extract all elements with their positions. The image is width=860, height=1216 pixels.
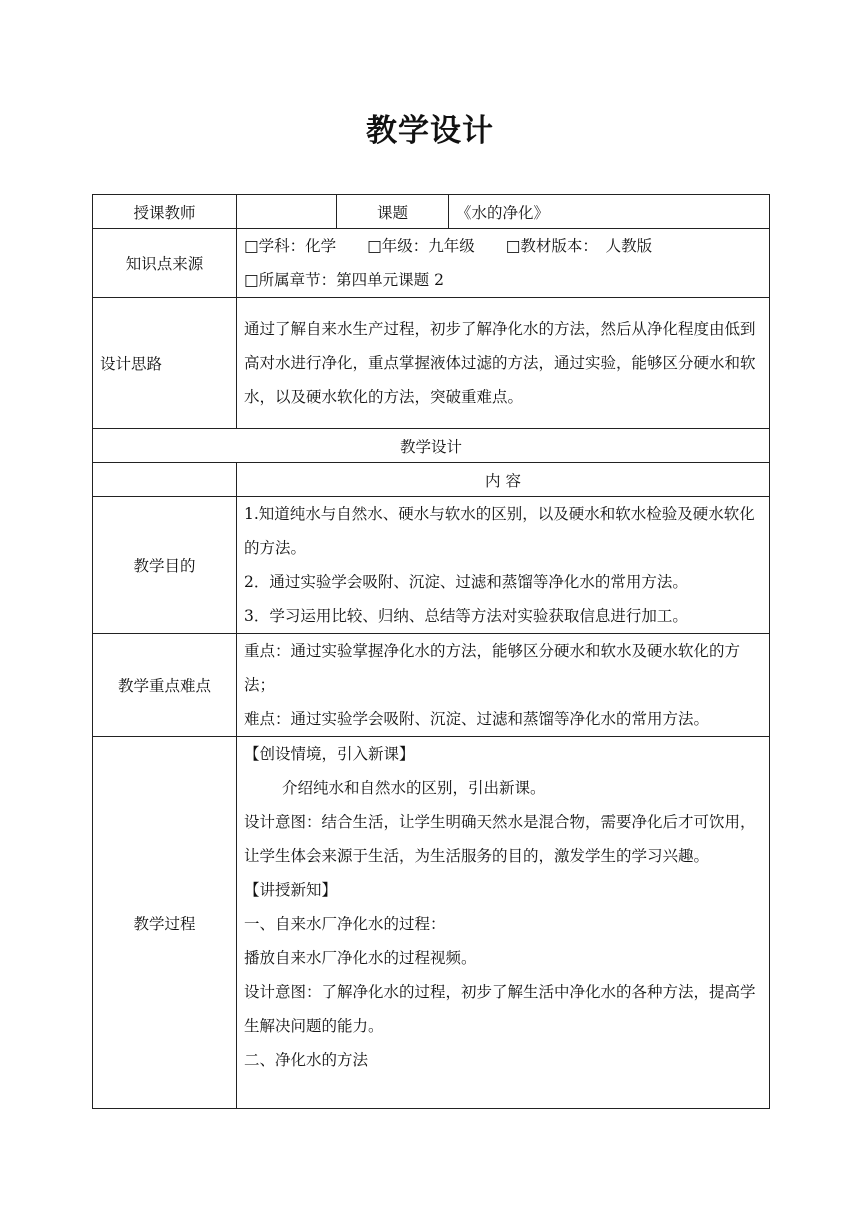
- row-section-header: [93, 429, 770, 463]
- design-idea-text: 通过了解自来水生产过程，初步了解净化水的方法，然后从净化程度由低到高对水进行净化，重点掌握液体过滤的方法，通过实验，能够区分硬水和软水，以及硬水软化的方法，突破重难点。: [237, 298, 770, 429]
- objective-item: 3．学习运用比较、归纳、总结等方法对实验获取信息进行加工。: [244, 607, 688, 625]
- row-teacher-topic: [93, 195, 770, 229]
- row-design-idea: [93, 298, 770, 429]
- row-knowledge-source: [93, 229, 770, 298]
- content-header-blank: [93, 463, 237, 497]
- source-line-1: □学科：化学 □年级：九年级 □教材版本： 人教版: [244, 237, 653, 255]
- key-points-label: 教学重点难点: [93, 634, 237, 737]
- lesson-plan-table: [92, 194, 770, 1109]
- key-difficulty: 难点：通过实验学会吸附、沉淀、过滤和蒸馏等净化水的常用方法。: [244, 710, 710, 728]
- process-line: 二、净化水的方法: [244, 1051, 369, 1069]
- objective-item: 2．通过实验学会吸附、沉淀、过滤和蒸馏等净化水的常用方法。: [244, 573, 688, 591]
- row-content-header: [93, 463, 770, 497]
- process-line: 【创设情境，引入新课】: [244, 745, 415, 763]
- key-points-content: [237, 634, 770, 737]
- section-header: 教学设计: [93, 429, 770, 463]
- topic-value: 《水的净化》: [449, 195, 770, 229]
- objectives-content: [237, 497, 770, 634]
- process-line: 设计意图：了解净化水的过程，初步了解生活中净化水的各种方法，提高学生解决问题的能力。: [244, 983, 756, 1035]
- process-line: 【讲授新知】: [244, 881, 338, 899]
- process-line: 介绍纯水和自然水的区别，引出新课。: [282, 779, 546, 797]
- objective-item: 1.知道纯水与自然水、硬水与软水的区别，以及硬水和软水检验及硬水软化的方法。: [244, 505, 755, 557]
- process-label: 教学过程: [93, 737, 237, 1109]
- objectives-label: 教学目的: [93, 497, 237, 634]
- row-key-points: [93, 634, 770, 737]
- teacher-label: 授课教师: [93, 195, 237, 229]
- source-content: [237, 229, 770, 298]
- teacher-value: [237, 195, 337, 229]
- content-header: 内 容: [237, 463, 770, 497]
- row-process: [93, 737, 770, 1109]
- process-line: 一、自来水厂净化水的过程：: [244, 915, 446, 933]
- source-label: 知识点来源: [93, 229, 237, 298]
- process-line: 设计意图：结合生活，让学生明确天然水是混合物，需要净化后才可饮用，让学生体会来源于生活，为生活服务的目的，激发学生的学习兴趣。: [244, 813, 756, 865]
- process-content: [237, 737, 770, 1109]
- design-idea-label: 设计思路: [93, 298, 237, 429]
- topic-label: 课题: [337, 195, 449, 229]
- row-objectives: [93, 497, 770, 634]
- process-line: 播放自来水厂净化水的过程视频。: [244, 949, 477, 967]
- key-focus: 重点：通过实验掌握净化水的方法，能够区分硬水和软水及硬水软化的方法；: [244, 642, 741, 694]
- page-title: 教学设计: [366, 113, 494, 149]
- source-line-2: □所属章节：第四单元课题 2: [244, 271, 444, 289]
